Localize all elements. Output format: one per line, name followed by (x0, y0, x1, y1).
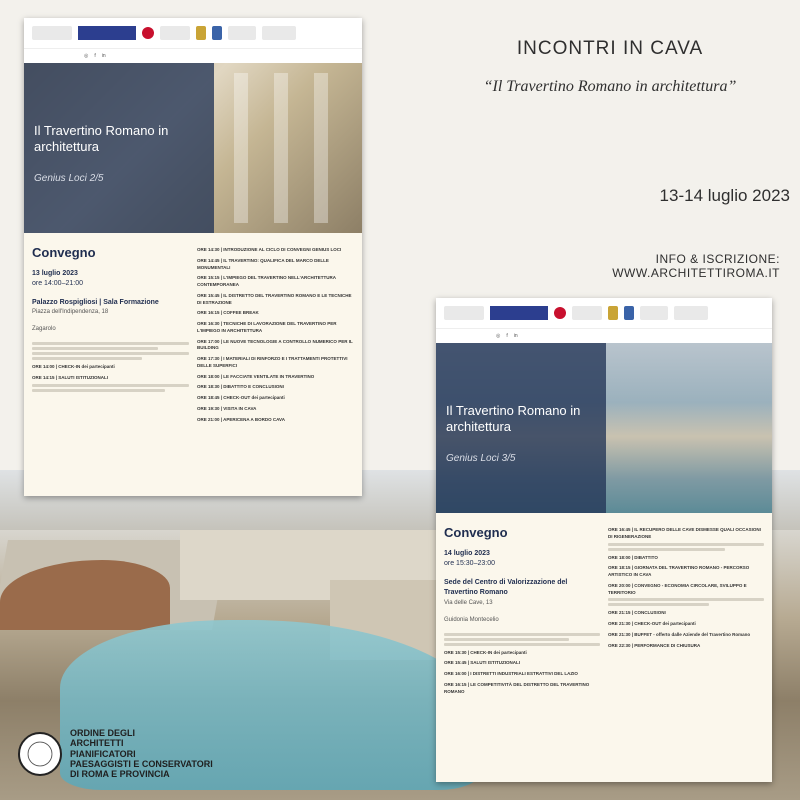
program-item: ORE 16:00 | I DISTRETTI INDUSTRIALI ESTRATTIVI DEL LAZIO (444, 671, 578, 676)
program-item: ORE 14:15 | SALUTI ISTITUZIONALI (32, 374, 109, 380)
series-label: Genius Loci 3/5 (446, 453, 516, 464)
ordine-logo (32, 26, 72, 40)
convegno-heading: Convegno (32, 245, 96, 260)
program-item: ORE 17:00 | LE NUOVE TECNOLOGIE A CONTROLLO NUMERICO PER IL BUILDING (197, 338, 353, 351)
series-label: Genius Loci 2/5 (34, 173, 104, 184)
program-item: ORE 21:15 | CONCLUSIONI (608, 610, 666, 616)
ordine-emblem-icon (18, 732, 62, 776)
program-item: ORE 18:15 | GIORNATA DEL TRAVERTINO ROMANO - PERCORSO ARTISTICO IN CAVA (608, 565, 750, 577)
ordine-logo (444, 306, 484, 320)
social-bar (24, 49, 362, 63)
program-item: ORE 21:30 | CHECK-OUT dei partecipanti (608, 621, 696, 626)
program-item: ORE 15:45 | IL DISTRETTO DEL TRAVERTINO ROMANO E LE TECNICHE DI ESTRAZIONE (197, 292, 352, 305)
instagram-icon: ◎ (84, 53, 89, 59)
unindustria-logo (262, 26, 296, 40)
program-item: ORE 16:30 | TECNICHE DI LAVORAZIONE DEL TRAVERTINO PER L'IMPIEGO IN ARCHITETTURA (197, 321, 337, 333)
venue-city: Zagarolo (32, 326, 56, 332)
program-item: ORE 18:45 | CHECK-OUT dei partecipanti (197, 395, 285, 400)
poster-body (24, 233, 362, 496)
program-item: ORE 14:30 | INTRODUZIONE AL CICLO DI CONVEGNI GENIUS LOCI (197, 247, 342, 252)
program-item: ORE 19:30 | VISITA IN CAVA (197, 405, 257, 411)
social-bar (436, 329, 772, 343)
partner-logo (490, 306, 548, 320)
program-item: ORE 17:30 | I MATERIALI DI RINFORZO E I TRATTAMENTI PROTETTIVI DELLE SUPERFICI (197, 356, 348, 368)
poster-body (436, 513, 772, 782)
ordine-footer-logo (18, 728, 218, 780)
program-item: ORE 15:15 | L'IMPIEGO DEL TRAVERTINO NELL'ARCHITETTURA CONTEMPORANEA (197, 275, 336, 287)
program-item: ORE 16:45 | IL RECUPERO DELLE CAVE DISMESSE QUALI OCCASIONI DI RIGENERAZIONE (608, 527, 761, 539)
event-subtitle: “Il Travertino Romano in architettura” (483, 78, 737, 95)
event-title: INCONTRI IN CAVA (516, 38, 704, 59)
details-column (32, 243, 189, 493)
program-item: ORE 15:45 | SALUTI ISTITUZIONALI (444, 660, 521, 666)
venue-name: Palazzo Rospigliosi | Sala Formazione (32, 298, 159, 306)
ordine-name: ORDINE DEGLI ARCHITETTI PIANIFICATORI PAESAGGISTI E CONSERVATORI DI ROMA E PROVINCIA (70, 728, 213, 780)
program-item: ORE 18:00 | DIBATTITO (608, 554, 658, 560)
program-item: ORE 15:30 | CHECK-IN dei partecipanti (444, 649, 527, 655)
hero-image-fontana-trevi (24, 63, 362, 233)
partner-logo (78, 26, 136, 40)
program-item: ORE 18:30 | DIBATTITO E CONCLUSIONI (197, 384, 284, 390)
unindustria-logo (674, 306, 708, 320)
citta-metropolitana-icon (142, 27, 154, 39)
details-column (444, 523, 600, 773)
poster-13-july (24, 18, 362, 496)
coat-of-arms-icon (608, 306, 618, 320)
coat-of-arms-icon (196, 26, 206, 40)
partner-logo (572, 306, 602, 320)
column (274, 73, 288, 223)
date-text: 14 luglio 2023 (444, 549, 490, 557)
instagram-icon: ◎ (496, 333, 501, 339)
poster-14-july (436, 298, 772, 782)
logo-bar (24, 18, 362, 49)
hero-title: Il Travertino Romano in architettura (446, 403, 581, 434)
program-column (197, 243, 354, 493)
partner-logo (228, 26, 256, 40)
time-text: ore 14:00–21:00 (32, 280, 83, 287)
linkedin-icon: in (513, 333, 518, 339)
convegno-heading: Convegno (444, 525, 508, 540)
facebook-icon: f (94, 53, 96, 59)
program-item: ORE 18:00 | LE FACCIATE VENTILATE IN TRAVERTINO (197, 373, 315, 379)
venue-city: Guidonia Montecelio (444, 616, 499, 623)
hero-title: Il Travertino Romano in architettura (34, 123, 169, 154)
partner-logo (160, 26, 190, 40)
venue-address: Via delle Cave, 13 (444, 599, 493, 606)
program-item: ORE 14:00 | CHECK-IN dei partecipanti (32, 364, 115, 369)
hero-image-quarry (436, 343, 772, 513)
facebook-icon: f (506, 333, 508, 339)
coat-of-arms-icon (212, 26, 222, 40)
program-item: ORE 16:15 | LE COMPETITIVITÀ DEL DISTRETTO DEL TRAVERTINO ROMANO (444, 681, 590, 694)
linkedin-icon: in (101, 53, 106, 59)
program-item: ORE 16:15 | COFFEE BREAK (197, 310, 259, 316)
partner-logo (640, 306, 668, 320)
program-item: ORE 21:00 | APERICENA A BORDO CAVA (197, 416, 285, 422)
program-item: ORE 21:30 | BUFFET - offerto dalle Aziende del Travertino Romano (608, 631, 751, 637)
program-item: ORE 14:45 | IL TRAVERTINO: QUALIFICA DEL MARCO DELLE MONUMENTALI (197, 257, 329, 270)
coat-of-arms-icon (624, 306, 634, 320)
date-text: 13 luglio 2023 (32, 269, 78, 277)
event-dates: 13-14 luglio 2023 (659, 186, 790, 205)
column (234, 73, 248, 223)
venue-address: Piazza dell'Indipendenza, 18 (32, 309, 109, 315)
program-item: ORE 22:30 | PERFORMANCE DI CHIUSURA (608, 642, 701, 648)
program-item: ORE 20:00 | CONVEGNO - ECONOMIA CIRCOLARE, SVILUPPO E TERRITORIO (608, 582, 747, 595)
time-text: ore 15:30–23:00 (444, 560, 495, 567)
logo-bar (436, 298, 772, 329)
venue-name: Sede del Centro di Valorizzazione del Travertino Romano (444, 578, 568, 596)
column (314, 73, 328, 223)
info-link[interactable]: INFO & ISCRIZIONE: WWW.ARCHITETTIROMA.IT (612, 252, 780, 280)
program-column (608, 523, 764, 773)
citta-metropolitana-icon (554, 307, 566, 319)
